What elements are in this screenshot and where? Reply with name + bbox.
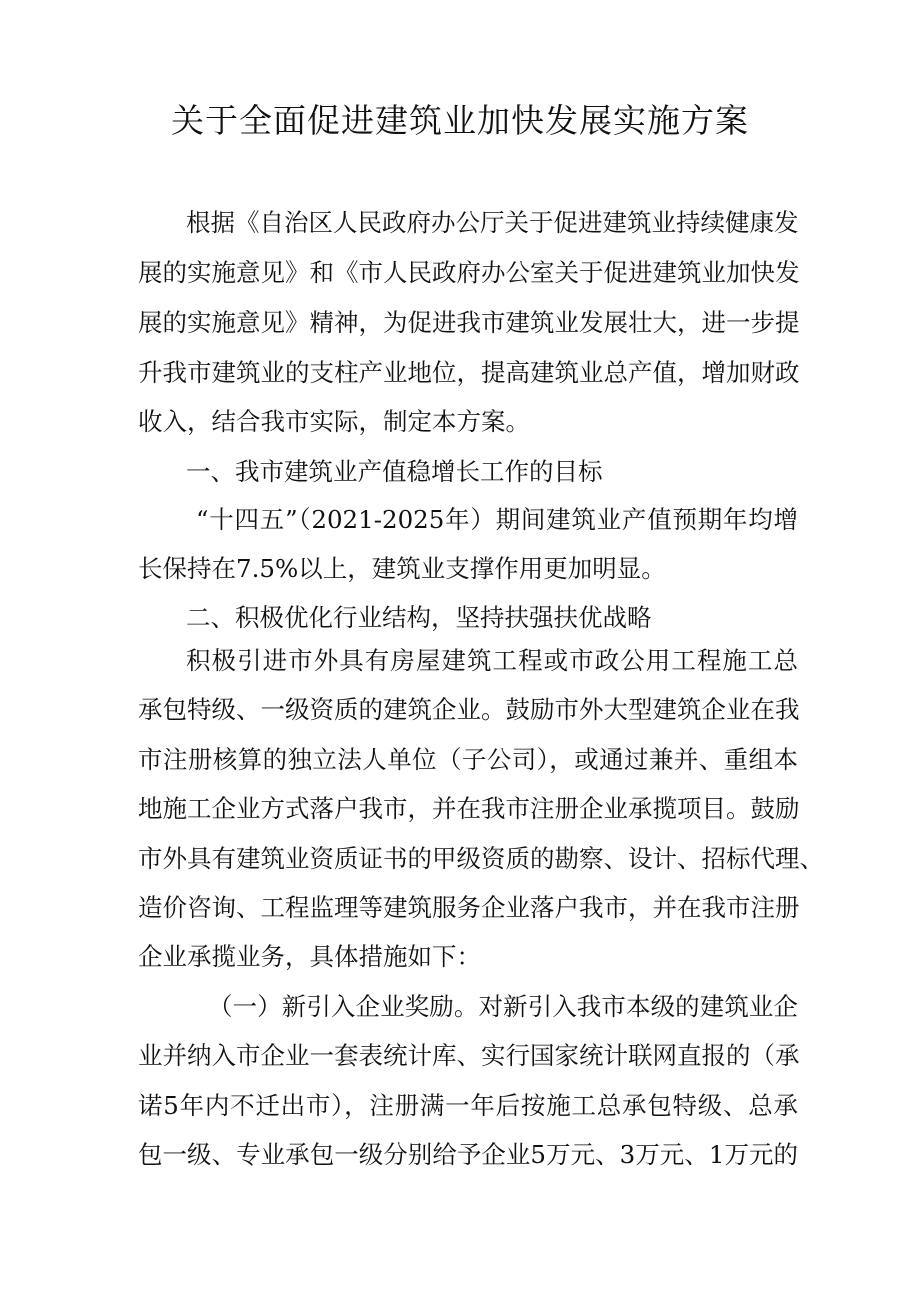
paragraph-line: “十四五”（2021-2025年）期间建筑业产值预期年均增	[196, 505, 798, 534]
paragraph-line: 诺5年内不迁出市），注册满一年后按施工总承包特级、总承	[138, 1091, 798, 1120]
section-heading: 二、积极优化行业结构，坚持扶强扶优战略	[186, 603, 652, 632]
paragraph-line: 包一级、专业承包一级分别给予企业5万元、3万元、1万元的	[138, 1140, 798, 1169]
paragraph-line: 地施工企业方式落户我市，并在我市注册企业承揽项目。鼓励	[138, 794, 800, 823]
paragraph-line: 长保持在7.5%以上，建筑业支撑作用更加明显。	[138, 554, 666, 583]
paragraph-line: 企业承揽业务，具体措施如下：	[138, 942, 481, 971]
paragraph-line: 造价咨询、工程监理等建筑服务企业落户我市，并在我市注册	[138, 893, 800, 922]
paragraph-line: 市外具有建筑业资质证书的甲级资质的勘察、设计、招标代理、	[138, 844, 824, 873]
paragraph-line: 根据《自治区人民政府办公厅关于促进建筑业持续健康发	[186, 208, 799, 237]
paragraph-line: 升我市建筑业的支柱产业地位，提高建筑业总产值，增加财政	[138, 358, 800, 387]
section-heading: 一、我市建筑业产值稳增长工作的目标	[186, 457, 603, 486]
paragraph-line: 展的实施意见》精神，为促进我市建筑业发展壮大，进一步提	[138, 308, 800, 337]
paragraph-line: 展的实施意见》和《市人民政府办公室关于促进建筑业加快发	[138, 258, 800, 287]
paragraph-line: 收入，结合我市实际，制定本方案。	[138, 407, 530, 436]
document-title: 关于全面促进建筑业加快发展实施方案	[171, 101, 749, 140]
paragraph-line: （一）新引入企业奖励。对新引入我市本级的建筑业企	[208, 992, 798, 1021]
paragraph-line: 承包特级、一级资质的建筑企业。鼓励市外大型建筑企业在我	[138, 695, 800, 724]
paragraph-line: 市注册核算的独立法人单位（子公司），或通过兼并、重组本	[138, 745, 798, 774]
paragraph-line: 积极引进市外具有房屋建筑工程或市政公用工程施工总	[186, 646, 798, 675]
paragraph-line: 业并纳入市企业一套表统计库、实行国家统计联网直报的（承	[138, 1041, 800, 1070]
